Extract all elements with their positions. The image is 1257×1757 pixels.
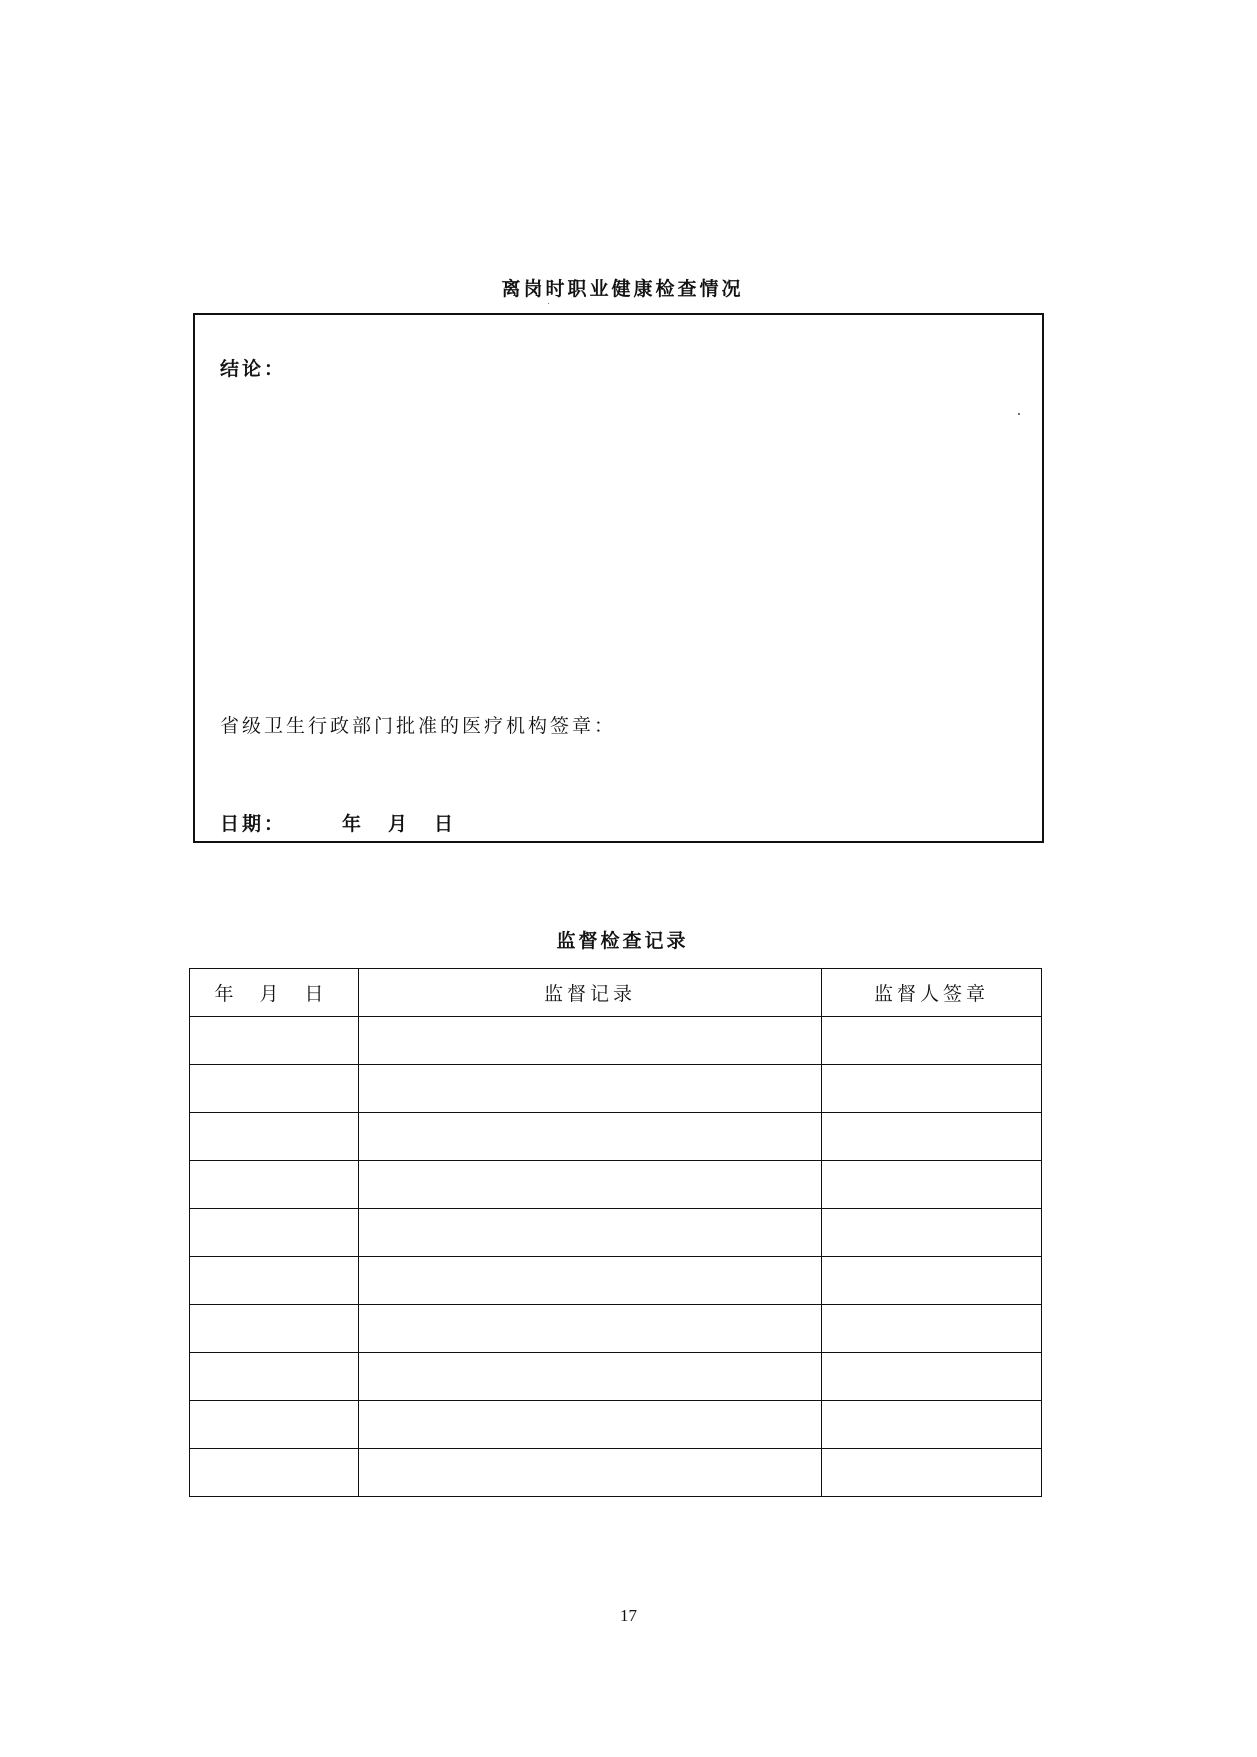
cell-signature[interactable]	[822, 1401, 1042, 1449]
table-row	[190, 1113, 1042, 1161]
cell-record[interactable]	[359, 1257, 822, 1305]
page-number: 17	[620, 1606, 637, 1625]
medical-institution-seal-label: 省级卫生行政部门批准的医疗机构签章：	[220, 715, 617, 737]
cell-signature[interactable]	[822, 1353, 1042, 1401]
column-header-record: 监督记录	[359, 969, 822, 1017]
cell-date[interactable]	[190, 1017, 359, 1065]
scan-speck	[1018, 413, 1020, 415]
table-row	[190, 1065, 1042, 1113]
table-row	[190, 1353, 1042, 1401]
cell-date[interactable]	[190, 1065, 359, 1113]
cell-signature[interactable]	[822, 1449, 1042, 1497]
cell-date[interactable]	[190, 1449, 359, 1497]
cell-signature[interactable]	[822, 1257, 1042, 1305]
cell-date[interactable]	[190, 1209, 359, 1257]
cell-signature[interactable]	[822, 1017, 1042, 1065]
table-row	[190, 1161, 1042, 1209]
table-row	[190, 1257, 1042, 1305]
cell-signature[interactable]	[822, 1305, 1042, 1353]
column-header-signature: 监督人签章	[822, 969, 1042, 1017]
cell-signature[interactable]	[822, 1065, 1042, 1113]
table-header-row	[190, 969, 1042, 1017]
table-row	[190, 1401, 1042, 1449]
conclusion-label: 结论：	[220, 358, 287, 380]
cell-date[interactable]	[190, 1257, 359, 1305]
cell-record[interactable]	[359, 1209, 822, 1257]
supervision-record-table	[189, 968, 1042, 1497]
cell-date[interactable]	[190, 1353, 359, 1401]
column-header-date: 年 月 日	[190, 969, 359, 1017]
cell-signature[interactable]	[822, 1113, 1042, 1161]
date-month-label: 月	[388, 813, 411, 835]
date-row	[220, 809, 456, 836]
cell-record[interactable]	[359, 1353, 822, 1401]
cell-record[interactable]	[359, 1017, 822, 1065]
date-year-label: 年	[342, 813, 365, 835]
date-label: 日期：	[220, 813, 287, 835]
cell-record[interactable]	[359, 1113, 822, 1161]
cell-record[interactable]	[359, 1305, 822, 1353]
exam-conclusion-box	[193, 313, 1044, 843]
cell-signature[interactable]	[822, 1161, 1042, 1209]
cell-record[interactable]	[359, 1449, 822, 1497]
cell-date[interactable]	[190, 1113, 359, 1161]
table-body	[190, 1017, 1042, 1497]
date-day-label: 日	[434, 813, 457, 835]
cell-record[interactable]	[359, 1065, 822, 1113]
table-row	[190, 1449, 1042, 1497]
table-row	[190, 1305, 1042, 1353]
cell-date[interactable]	[190, 1305, 359, 1353]
exam-section-title: 离岗时职业健康检查情况	[501, 278, 744, 300]
scan-speck	[548, 303, 549, 304]
table-row	[190, 1017, 1042, 1065]
cell-signature[interactable]	[822, 1209, 1042, 1257]
cell-record[interactable]	[359, 1161, 822, 1209]
supervision-section-title: 监督检查记录	[556, 930, 689, 952]
cell-date[interactable]	[190, 1161, 359, 1209]
table-row	[190, 1209, 1042, 1257]
cell-date[interactable]	[190, 1401, 359, 1449]
cell-record[interactable]	[359, 1401, 822, 1449]
